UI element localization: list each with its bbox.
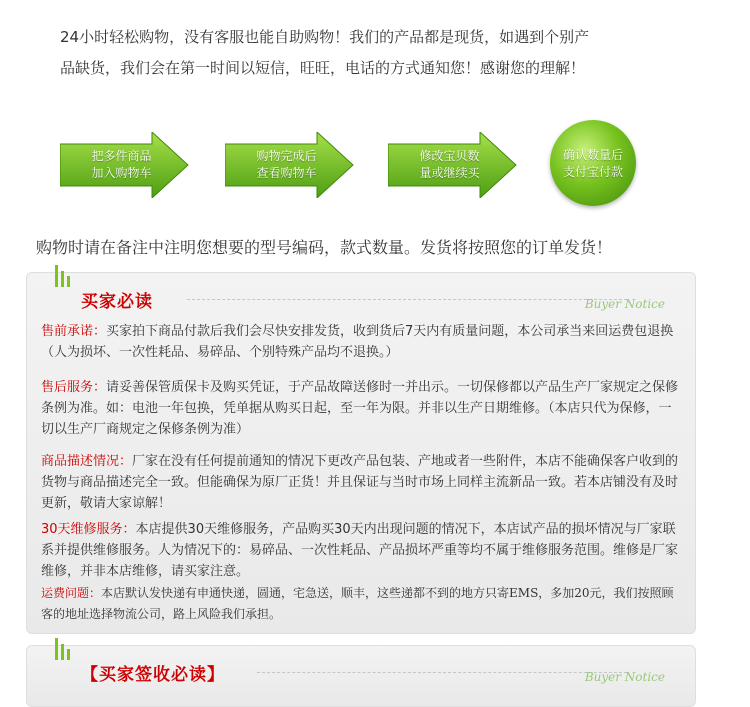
step-1-label (74, 148, 169, 182)
step-2-line-2: 查看购物车 (256, 166, 317, 180)
purchase-steps (60, 120, 700, 210)
section-description (41, 451, 681, 514)
order-notice: 购物时请在备注中注明您想要的型号编码，款式数量。发货将按照您的订单发货！ (36, 238, 613, 257)
section-text: 厂家在没有任何提前通知的情况下更改产品包装、产地或者一些附件，本店不能确保客户收到的货物与商品描述完全一致。但能确保为原厂正货！并且保证与当时市场上同样主流新品一致。若本店铺没有及时更新，敬请大家谅解！ (41, 454, 679, 511)
intro-text (60, 22, 680, 84)
intro-line-1: 24小时轻松购物，没有客服也能自助购物！我们的产品都是现货，如遇到个别产 (60, 28, 590, 46)
section-repair (41, 519, 681, 582)
intro-line-2: 品缺货，我们会在第一时间以短信，旺旺，电话的方式通知您！感谢您的理解！ (60, 59, 586, 77)
section-key: 商品描述情况： (41, 454, 133, 469)
header-divider (187, 299, 627, 300)
step-2-line-1: 购物完成后 (256, 149, 317, 163)
step-3-arrow (388, 132, 518, 198)
step-1-arrow (60, 132, 190, 198)
panel-header (27, 273, 695, 313)
section-presale (41, 321, 681, 363)
buyer-notice-panel (26, 272, 696, 634)
section-key: 售后服务： (41, 380, 107, 395)
section-aftersale (41, 377, 681, 440)
receipt-notice-panel (26, 645, 696, 707)
step-3-label (402, 148, 497, 182)
step-1-line-2: 加入购物车 (91, 166, 152, 180)
step-4-line-1: 确认数量后 (562, 148, 623, 162)
panel-header (27, 646, 695, 686)
panel-title: 【买家签收必读】 (81, 665, 225, 685)
step-3-line-1: 修改宝贝数 (419, 149, 480, 163)
header-divider (257, 672, 627, 673)
section-text: 本店提供30天维修服务，产品购买30天内出现问题的情况下，本店试产品的损坏情况与厂家联系并提供维修服务。人为情况下的：易碎品、一次性耗品、产品损坏严重等均不属于维修服务范围。维修是厂家维修，并非本店维修，请买家注意。 (41, 522, 679, 579)
step-1-line-1: 把多件商品 (91, 149, 152, 163)
section-text: 本店默认发快递有申通快递，圆通，宅急送，顺丰，这些递都不到的地方只寄EMS，多加20元，我们按照顾客的地址选择物流公司，路上风险我们承担。 (41, 586, 674, 621)
section-text: 请妥善保管质保卡及购买凭证，于产品故障送修时一并出示。一切保修都以产品生产厂家规定之保修条例为准。如：电池一年包换，凭单据从购买日起，至一年为限。并非以生产日期维修。（本店只代为保修，一切以生产厂商规定之保修条例为准） (41, 380, 679, 437)
step-2-arrow (225, 132, 355, 198)
step-3-line-2: 量或继续买 (419, 166, 480, 180)
step-4-line-2: 支付宝付款 (562, 165, 623, 179)
section-key: 30天维修服务： (41, 522, 136, 537)
section-key: 售前承诺： (41, 324, 107, 339)
step-2-label (239, 148, 334, 182)
step-4-circle (550, 120, 636, 206)
section-shipping (41, 583, 681, 625)
section-key: 运费问题： (41, 586, 102, 600)
panel-en-title: Buyer Notice (584, 670, 665, 684)
section-text: 买家拍下商品付款后我们会尽快安排发货，收到货后7天内有质量问题，本公司承当来回运费包退换（人为损坏、一次性耗品、易碎品、个别特殊产品均不退换。） (41, 324, 674, 360)
step-4-label (558, 147, 628, 181)
panel-en-title: Buyer Notice (584, 297, 665, 311)
panel-title: 买家必读 (81, 292, 153, 312)
